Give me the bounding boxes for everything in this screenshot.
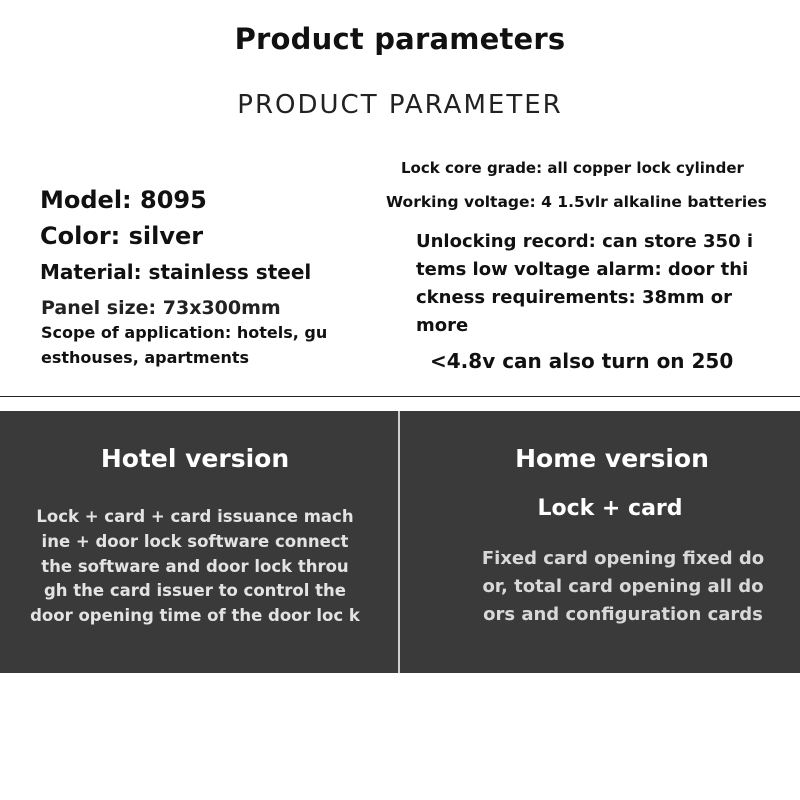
home-version-title: Home version	[515, 444, 709, 473]
param-working-voltage: Working voltage: 4 1.5vlr alkaline batteries	[386, 193, 767, 211]
param-color: Color: silver	[40, 222, 204, 250]
param-panel-size: Panel size: 73x300mm	[41, 297, 281, 319]
param-low-voltage: <4.8v can also turn on 250	[430, 349, 734, 373]
param-unlocking-record: Unlocking record: can store 350 i tems low voltage alarm: door thi ckness requirements: 38mm or more	[416, 231, 754, 336]
home-version-description: Fixed card opening fixed do or, total card opening all do ors and configuration cards	[481, 548, 765, 625]
param-lock-core: Lock core grade: all copper lock cylinder	[401, 159, 744, 177]
section-divider	[0, 396, 800, 397]
hotel-version-title: Hotel version	[100, 444, 290, 473]
page-title: Product parameters	[234, 22, 566, 56]
param-scope: Scope of application: hotels, gu esthouses, apartments	[41, 323, 328, 367]
home-version-subtitle: Lock + card	[537, 496, 683, 521]
page-subtitle: PRODUCT PARAMETER	[237, 90, 563, 120]
versions-split-divider	[398, 411, 400, 673]
param-material: Material: stainless steel	[40, 260, 312, 284]
param-model: Model: 8095	[40, 186, 207, 214]
hotel-version-description: Lock + card + card issuance mach ine + door lock software connect the software and door lock throu gh the card issuer to control the door opening time of the door loc k	[30, 507, 360, 626]
